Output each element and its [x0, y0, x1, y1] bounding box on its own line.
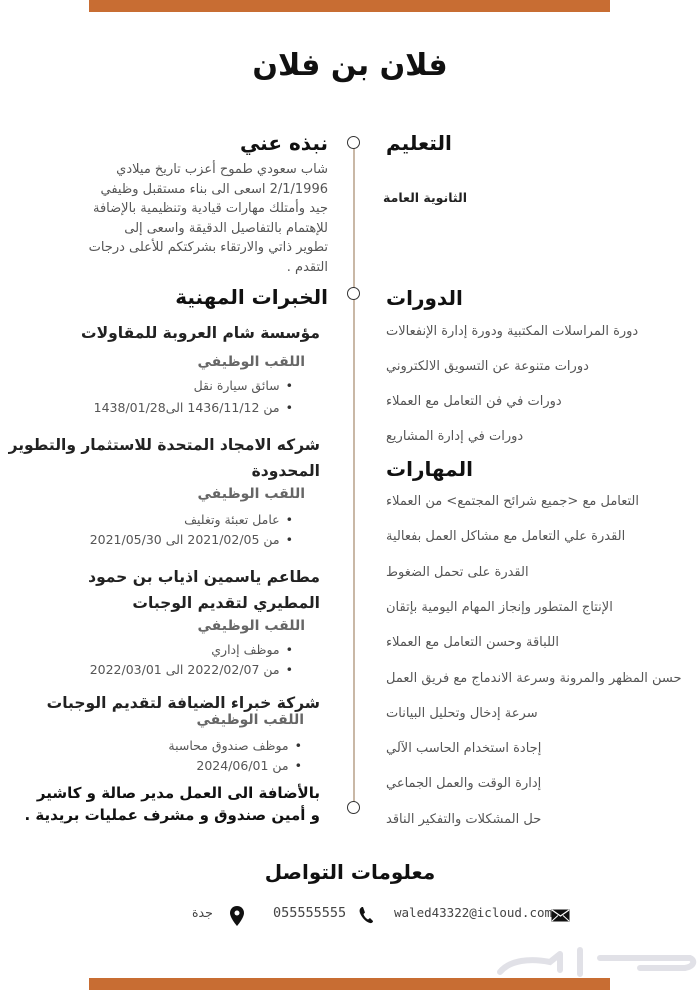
skill-item: اللباقة وحسن التعامل مع العملاء [386, 635, 559, 650]
education-title: التعليم [386, 131, 452, 155]
skills-title: المهارات [386, 457, 473, 481]
skill-item: حسن المظهر والمرونة وسرعة الاندماج مع فريق العمل [386, 671, 682, 686]
course-item: دورات متنوعة عن التسويق الالكتروني [386, 359, 589, 374]
job-period: • من 2022/02/07 الى 2022/03/01 [90, 662, 293, 677]
about-line: جيد وأمتلك مهارات قيادية وتنظيمية بالإضافة [93, 201, 328, 216]
job-period: • من 1436/11/12 الى1438/01/28 [94, 400, 293, 415]
about-line: شاب سعودي طموح أعزب تاريخ ميلادي [116, 162, 328, 177]
about-title: نبذه عني [239, 131, 328, 155]
job-title-label: اللقب الوظيفي [197, 486, 305, 502]
contact-city: جدة [192, 905, 213, 920]
about-line: تطوير ذاتي والارتقاء بشركتكم للأعلى درجات [88, 240, 328, 255]
job-title-label: اللقب الوظيفي [196, 712, 304, 728]
job-company-line: المحدودة [251, 462, 320, 480]
resume-name: فلان بن فلان [252, 48, 448, 83]
course-item: دورة المراسلات المكتبية ودورة إدارة الإنفعالات [386, 324, 639, 339]
timeline-dot-bottom [347, 801, 360, 814]
contact-email[interactable]: waled43322@icloud.com [394, 905, 553, 920]
skill-item: إجادة استخدام الحاسب الآلي [386, 741, 542, 756]
timeline-divider [353, 148, 355, 804]
job-role: • موظف صندوق محاسبة [168, 738, 302, 753]
job-role: • موظف إداري [211, 642, 293, 657]
courses-title: الدورات [386, 286, 463, 310]
job-company: مؤسسة شام العروبة للمقاولات [81, 324, 320, 342]
contact-phone[interactable]: 055555555 [273, 905, 347, 921]
about-line: للإهتمام بالتفاصيل الدقيقة واسعى إلى [124, 220, 328, 236]
contact-title: معلومات التواصل [264, 860, 436, 884]
job-company: شركة خبراء الضيافة لتقديم الوجبات [46, 694, 320, 712]
timeline-dot-middle [347, 287, 360, 300]
skill-item: التعامل مع <جميع شرائح المجتمع> من العملاء [386, 494, 640, 509]
job-title-label: اللقب الوظيفي [197, 618, 305, 634]
course-item: دورات في إدارة المشاريع [386, 429, 524, 444]
job-company-line: مطاعم ياسمين اذياب بن حمود [88, 568, 320, 586]
extra-line: بالأضافة الى العمل مدير صالة و كاشير [36, 784, 320, 802]
skill-item: حل المشكلات والتفكير الناقد [386, 812, 542, 827]
job-period: • من 2021/02/05 الى 2021/05/30 [90, 532, 293, 547]
job-period: • من 2024/06/01 [196, 758, 302, 773]
top-accent-bar [89, 0, 610, 12]
skill-item: القدرة على تحمل الضغوط [386, 565, 529, 580]
location-pin-icon [230, 906, 244, 926]
phone-icon [359, 906, 373, 924]
about-line: 2/1/1996 اسعى الى بناء مستقبل وظيفي [100, 181, 328, 197]
job-company-line: المطيري لتقديم الوجبات [132, 594, 320, 612]
skill-item: سرعة إدخال وتحليل البيانات [386, 706, 538, 721]
about-text [28, 160, 328, 277]
job-role: • عامل تعبئة وتغليف [184, 512, 293, 527]
extra-line: و أمين صندوق و مشرف عمليات بريدية . [24, 806, 320, 824]
timeline-dot-top [347, 136, 360, 149]
skill-item: القدرة علي التعامل مع مشاكل العمل بفعالية [386, 529, 626, 544]
experience-extra-note [24, 782, 320, 826]
job-role: • سائق سيارة نقل [194, 378, 293, 393]
education-item: الثانوية العامة [383, 190, 467, 205]
bottom-accent-bar [89, 978, 610, 990]
skill-item: الإنتاج المتطور وإنجاز المهام اليومية بإتقان [386, 600, 613, 615]
skill-item: إدارة الوقت والعمل الجماعي [386, 776, 542, 791]
envelope-icon [551, 909, 570, 922]
job-company [9, 432, 320, 484]
job-company-line: شركه الامجاد المتحدة للاستثمار والتطوير [8, 436, 320, 454]
haraj-watermark-logo [490, 940, 700, 980]
course-item: دورات في فن التعامل مع العملاء [386, 394, 562, 409]
about-line: التقدم . [286, 259, 328, 275]
job-title-label: اللقب الوظيفي [197, 354, 305, 370]
experience-title: الخبرات المهنية [175, 285, 328, 309]
job-company [88, 564, 320, 616]
